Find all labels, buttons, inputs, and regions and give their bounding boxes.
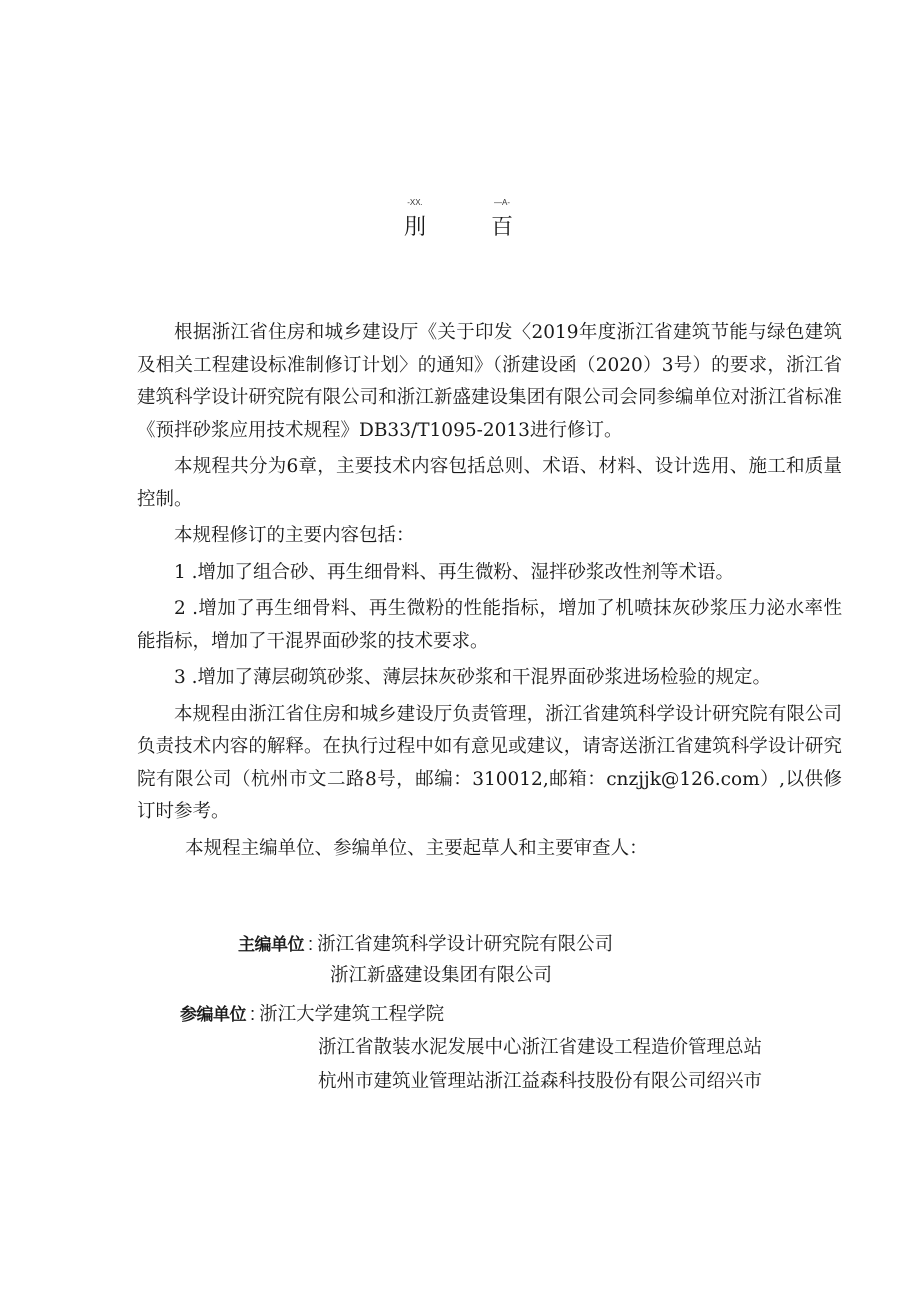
participating-units-label: 参编单位 xyxy=(180,1005,246,1025)
chief-units-colon: : xyxy=(308,933,314,954)
chief-unit-1: 浙江省建筑科学设计研究院有限公司 xyxy=(317,934,614,955)
paragraph-chapters: 本规程共分为6章，主要技术内容包括总则、术语、材料、设计选用、施工和质量控制。 xyxy=(137,456,842,510)
heading-char-2-annotation: —A- xyxy=(494,198,510,207)
chief-units-row xyxy=(238,928,613,961)
chief-unit-2: 浙江新盛建设集团有限公司 xyxy=(330,965,553,986)
body-text xyxy=(137,317,842,865)
participating-unit-3: 杭州市建筑业管理站浙江益森科技股份有限公司绍兴市 xyxy=(318,1071,763,1092)
participating-unit-1: 浙江大学建筑工程学院 xyxy=(259,1004,445,1025)
paragraph-management: 本规程由浙江省住房和城乡建设厅负责管理，浙江省建筑科学设计研究院有限公司负责技术内容的解释。在执行过程中如有意见或建议，请寄送浙江省建筑科学设计研究院有限公司（杭州市文二路8号，邮编：310012,邮箱：cnzjjk@126.com）,以供修订时参考。 xyxy=(137,703,842,822)
heading-char-1-annotation: -XX. xyxy=(407,198,423,207)
participating-unit-3-row xyxy=(318,1066,762,1098)
heading-char-1 xyxy=(385,198,445,242)
participating-units-colon: : xyxy=(250,1003,256,1024)
participating-units-row xyxy=(180,998,444,1031)
list-item-change-1: 1 .增加了组合砂、再生细骨料、再生微粉、湿拌砂浆改性剂等术语。 xyxy=(174,561,735,583)
participating-unit-2: 浙江省散装水泥发展中心浙江省建设工程造价管理总站 xyxy=(318,1037,763,1058)
list-item-change-2: 2 .增加了再生细骨料、再生微粉的性能指标，增加了机喷抹灰砂浆压力泌水率性能指标，增加了干混界面砂浆的技术要求。 xyxy=(137,598,842,652)
chief-units-label: 主编单位 xyxy=(238,935,304,955)
heading-char-1-glyph: 刖 xyxy=(403,215,426,240)
heading-char-2-glyph: 百 xyxy=(490,215,513,240)
heading-char-2 xyxy=(472,198,532,242)
participating-unit-2-row xyxy=(318,1032,762,1064)
paragraph-main-changes-intro: 本规程修订的主要内容包括： xyxy=(174,525,415,546)
list-item-change-3: 3 .增加了薄层砌筑砂浆、薄层抹灰砂浆和干混界面砂浆进场检验的规定。 xyxy=(174,667,772,688)
page-heading xyxy=(0,198,920,248)
chief-unit-2-row xyxy=(330,960,552,992)
paragraph-revision-basis: 根据浙江省住房和城乡建设厅《关于印发〈2019年度浙江省建筑节能与绿色建筑及相关工程建设标准制修订计划〉的通知》（浙建设函（2020）3号）的要求，浙江省建筑科学设计研究院有限公司和浙江新盛建设集团有限公司会同参编单位对浙江省标准《预拌砂浆应用技术规程》DB33/T1095-2013进行修订。 xyxy=(137,322,842,441)
paragraph-units-intro: 本规程主编单位、参编单位、主要起草人和主要审查人： xyxy=(185,837,648,859)
